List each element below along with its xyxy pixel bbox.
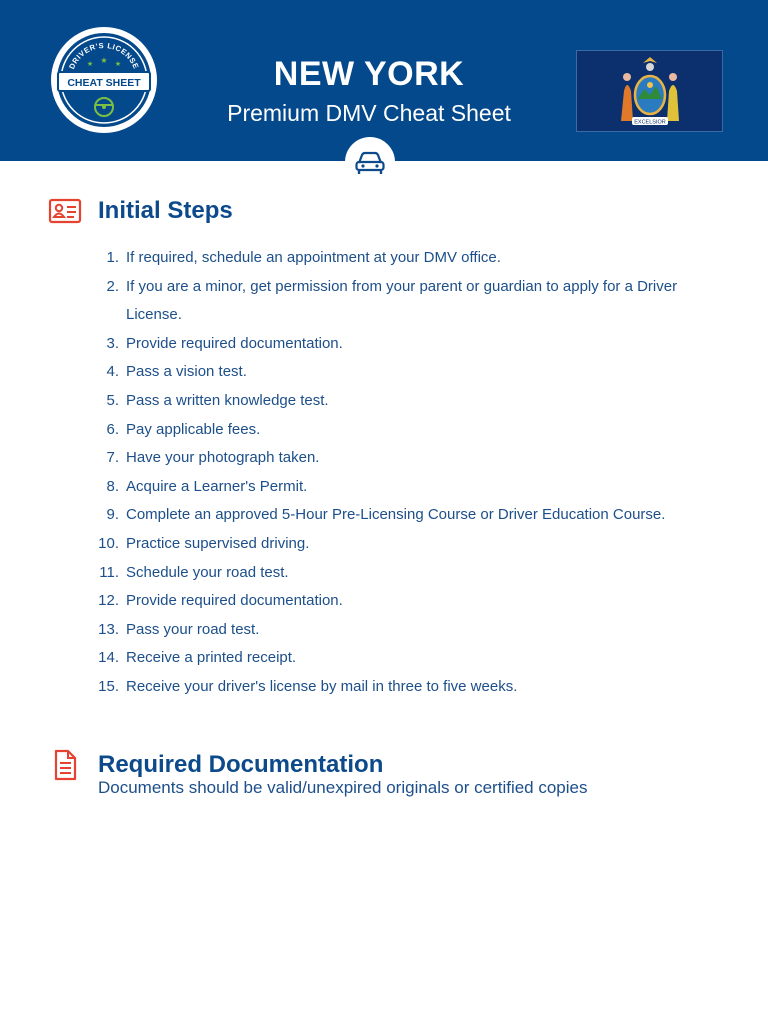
step-number: 2. [106,277,119,295]
step-number: 12. [98,592,119,610]
list-item [94,616,724,645]
section-title: Initial Steps [98,197,233,224]
list-item [94,444,724,473]
list-item [94,416,724,445]
svg-text:★: ★ [86,61,94,68]
required-docs-subtitle: Documents should be valid/unexpired originals or certified copies [98,778,588,797]
state-seal-icon [577,51,724,133]
title-block [184,52,554,128]
list-item [94,587,724,616]
step-number: 5. [106,391,119,409]
step-number: 15. [98,677,119,695]
step-number: 3. [106,334,119,352]
step-number: 11. [99,563,119,581]
step-text: Provide required documentation. [126,592,343,610]
step-number: 13. [98,620,119,638]
step-number: 4. [106,363,119,381]
step-text: Pay applicable fees. [126,420,261,438]
step-text: If you are a minor, get permission from your parent or guardian to apply for a Driver License. [126,277,678,324]
initial-steps-list [94,244,724,702]
step-number: 1. [106,249,119,266]
id-card-icon [48,194,82,228]
step-text: If required, schedule an appointment at your DMV office. [126,249,501,266]
step-number: 7. [106,449,119,467]
section-title: Required Documentation [98,751,384,778]
step-text: Pass your road test. [126,620,260,638]
new-york-flag [576,50,723,132]
step-text: Provide required documentation. [126,334,343,352]
flag-motto: EXCELSIOR [634,119,666,126]
step-number: 14. [98,649,119,667]
step-text: Acquire a Learner's Permit. [126,477,308,495]
list-item [94,244,724,273]
step-text: Receive your driver's license by mail in three to five weeks. [126,677,518,695]
header-banner [0,0,768,161]
page-subtitle: Premium DMV Cheat Sheet [227,100,511,126]
list-item [94,358,724,387]
list-item [94,673,724,702]
step-number: 6. [106,420,119,438]
svg-text:★: ★ [114,61,122,68]
car-icon [354,148,386,176]
initial-steps-heading [48,194,233,228]
required-docs-heading [48,748,383,782]
badge-top-text: DRIVER'S LICENSE [67,40,141,71]
cheat-sheet-badge-icon [45,25,163,135]
badge-label: CHEAT SHEET [67,77,141,89]
list-item [94,559,724,588]
step-text: Pass a vision test. [126,363,247,381]
list-item [94,473,724,502]
step-text: Have your photograph taken. [126,449,320,467]
state-name: NEW YORK [273,55,465,93]
car-emblem [345,137,395,187]
step-text: Receive a printed receipt. [126,649,297,667]
step-number: 9. [106,506,119,524]
list-item [94,501,724,530]
list-item [94,273,724,330]
list-item [94,387,724,416]
list-item [94,530,724,559]
list-item [94,644,724,673]
document-icon [48,748,82,782]
step-number: 10. [98,534,119,552]
step-text: Complete an approved 5-Hour Pre-Licensing Course or Driver Education Course. [126,506,666,524]
svg-text:★: ★ [100,56,108,65]
step-number: 8. [106,477,119,495]
step-text: Pass a written knowledge test. [126,391,329,409]
step-text: Schedule your road test. [126,563,289,581]
list-item [94,330,724,359]
step-text: Practice supervised driving. [126,534,310,552]
